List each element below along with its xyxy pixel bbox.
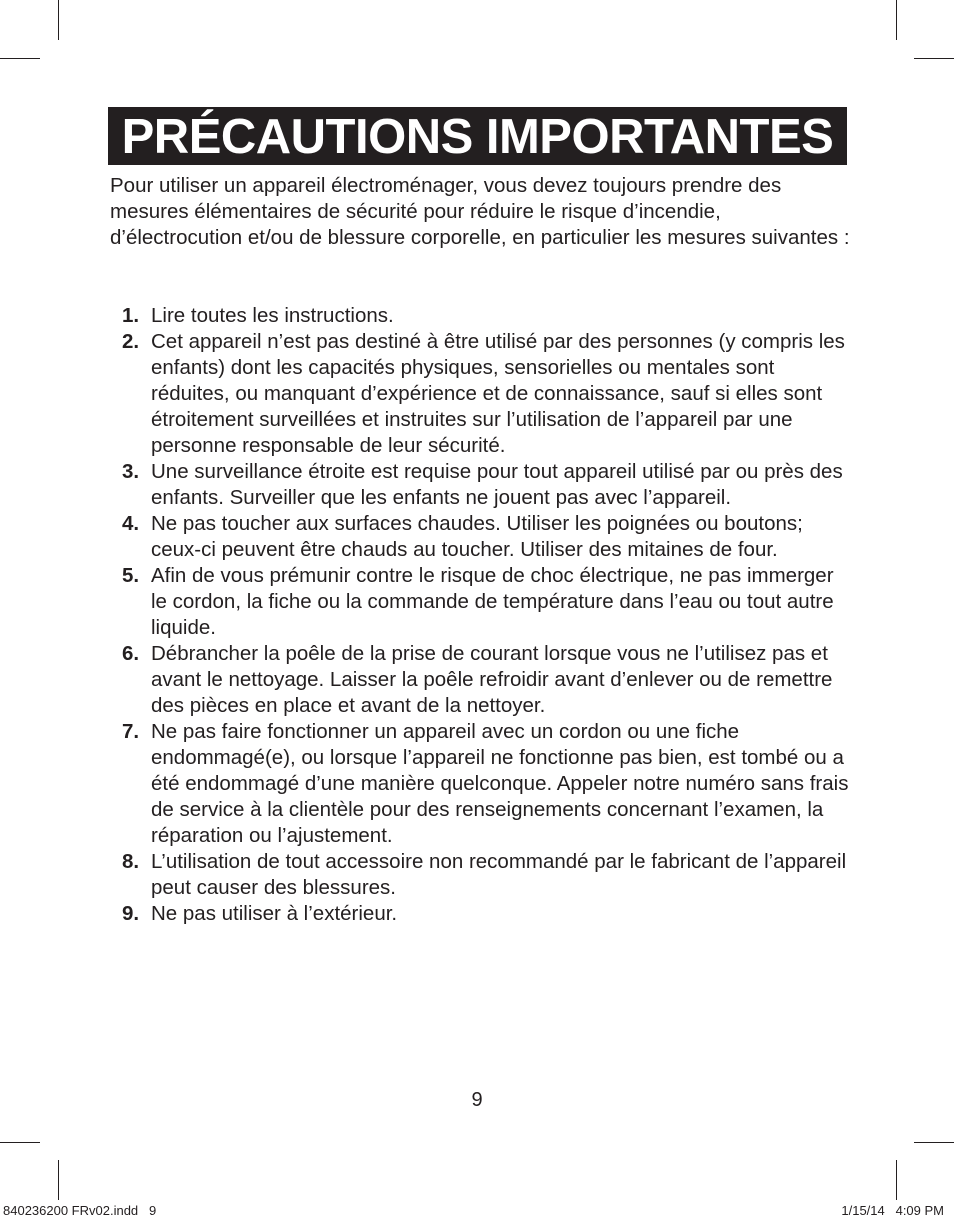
crop-mark-bottom-left-vertical	[58, 1160, 59, 1200]
intro-paragraph: Pour utiliser un appareil électroménager, vous devez toujours prendre des mesures élémentaires de sécurité pour réduire le risque d’incendie, d’électrocution et/ou de blessure corporelle, en particulier les mesures suivantes :	[110, 174, 850, 249]
item-number: 2.	[122, 330, 140, 353]
list-item	[110, 849, 850, 901]
title-banner	[108, 107, 847, 165]
crop-mark-top-left-vertical	[58, 0, 59, 40]
list-item	[110, 303, 850, 329]
crop-mark-top-right-horizontal	[914, 58, 954, 59]
list-item	[110, 641, 850, 719]
item-text: Cet appareil n’est pas destiné à être utilisé par des personnes (y compris les enfants) dont les capacités physiques, sensorielles ou mentales sont réduites, ou manquant d’expérience et de connaissance, sauf si elles sont étroitement surveillées et instruites sur l’utilisation de l’appareil par une personne responsable de leur sécurité.	[151, 330, 845, 457]
list-item	[110, 511, 850, 563]
footer-date-time: 1/15/14 4:09 PM	[841, 1203, 944, 1218]
list-item	[110, 459, 850, 511]
page-title: PRÉCAUTIONS IMPORTANTES	[121, 110, 834, 164]
item-text: Lire toutes les instructions.	[151, 304, 394, 327]
item-text: L’utilisation de tout accessoire non recommandé par le fabricant de l’appareil peut causer des blessures.	[151, 850, 847, 899]
item-number: 9.	[122, 902, 140, 925]
footer-file-name: 840236200 FRv02.indd 9	[3, 1203, 157, 1218]
item-number: 4.	[122, 512, 140, 535]
item-number: 6.	[122, 642, 140, 665]
item-text: Ne pas faire fonctionner un appareil avec un cordon ou une fiche endommagé(e), ou lorsque l’appareil ne fonctionne pas bien, est tombé ou a été endommagé d’une manière quelconque. Appeler notre numéro sans frais de service à la clientèle pour des renseignements concernant l’examen, la réparation ou l’ajustement.	[151, 720, 849, 847]
item-number: 1.	[122, 304, 140, 327]
item-text: Débrancher la poêle de la prise de courant lorsque vous ne l’utilisez pas et avant le nettoyage. Laisser la poêle refroidir avant d’enlever ou de remettre des pièces en place et avant de la nettoyer.	[151, 642, 833, 717]
crop-mark-top-right-vertical	[896, 0, 897, 40]
list-item	[110, 901, 850, 927]
precautions-list	[110, 303, 850, 927]
page-number: 9	[471, 1089, 483, 1111]
crop-mark-top-left-horizontal	[0, 58, 40, 59]
crop-mark-bottom-left-horizontal	[0, 1142, 40, 1143]
item-number: 3.	[122, 460, 140, 483]
crop-mark-bottom-right-vertical	[896, 1160, 897, 1200]
item-text: Afin de vous prémunir contre le risque de choc électrique, ne pas immerger le cordon, la fiche ou la commande de température dans l’eau ou tout autre liquide.	[151, 564, 834, 639]
item-number: 7.	[122, 720, 140, 743]
list-item	[110, 719, 850, 849]
item-number: 8.	[122, 850, 140, 873]
list-item	[110, 329, 850, 459]
item-text: Ne pas utiliser à l’extérieur.	[151, 902, 398, 925]
crop-mark-bottom-right-horizontal	[914, 1142, 954, 1143]
list-item	[110, 563, 850, 641]
item-text: Une surveillance étroite est requise pour tout appareil utilisé par ou près des enfants. Surveiller que les enfants ne jouent pas avec l’appareil.	[151, 460, 843, 509]
item-text: Ne pas toucher aux surfaces chaudes. Utiliser les poignées ou boutons; ceux-ci peuvent être chauds au toucher. Utiliser des mitaines de four.	[151, 512, 803, 561]
item-number: 5.	[122, 564, 140, 587]
